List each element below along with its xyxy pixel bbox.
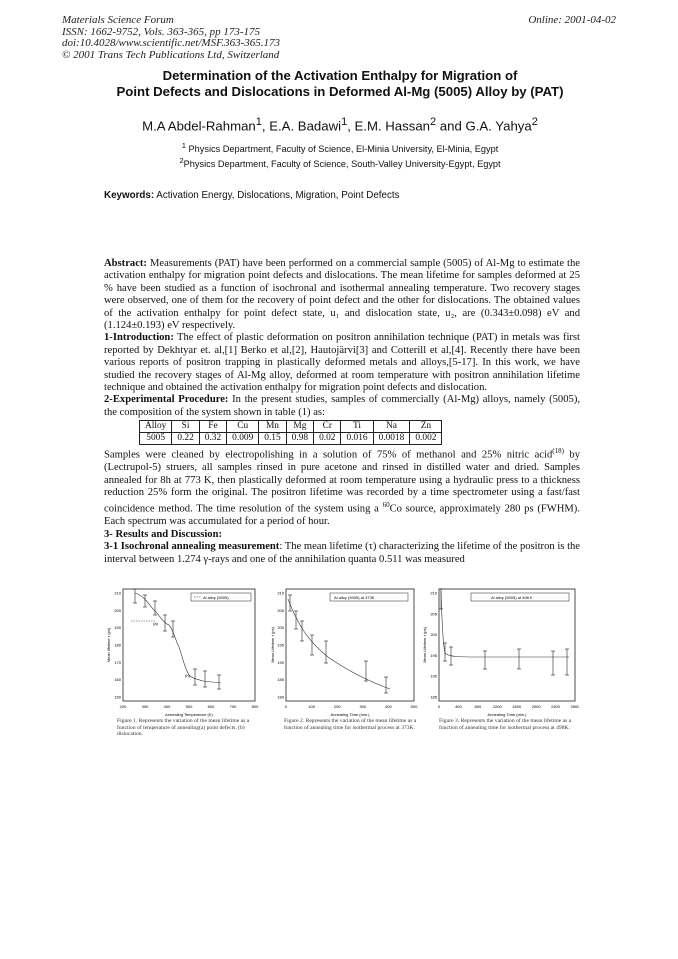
table-cell: 0.15 — [259, 433, 286, 445]
figure-2-caption: Figure 2. Represents the variation of the mean lifetime as a function of annealing time for isothermal process at 373K. — [284, 718, 417, 731]
figure-1-label-b: (b) — [185, 673, 190, 678]
paper-title — [60, 68, 620, 100]
y-tick-label: 210 — [430, 590, 437, 596]
affiliation-2-text: Physics Department, Faculty of Science, South-Valley University-Egypt, Egypt — [183, 159, 501, 170]
x-tick-label: 700 — [229, 704, 237, 709]
figure-1 — [103, 585, 263, 738]
intro-text: The effect of plastic deformation on positron annihilation technique (PAT) in metals was first reported by Dekhtyar et. al,[1] Berko et al,[2], Hautojärvi[3] and Cotterill et al,[4]. Recently there have been various reports of positron trapping in plastically deformed metals and alloys,[5-17]. In this work, we have studied the recovery stages of Al-Mg alloy, deformed at room temperature with positron annihilation lifetime technique and obtained the activation enthalpy for migration point defects and dislocation. — [104, 332, 580, 394]
y-tick-label: 150 — [114, 694, 121, 700]
experimental-intro: In the present studies, samples of commercially (Al-Mg) alloys, namely (5005), the composition of the system shown in table (1) as: — [104, 394, 580, 418]
y-tick-label: 205 — [277, 607, 284, 613]
table-cell: 0.002 — [410, 433, 442, 445]
y-tick-label: 180 — [277, 694, 284, 700]
table-header-cell: Cu — [227, 421, 259, 433]
x-tick-label: 400 — [455, 704, 462, 709]
figure-1-label-a: (a) — [153, 621, 158, 626]
x-tick-label: 500 — [410, 704, 418, 709]
y-tick-label: 190 — [277, 659, 284, 665]
table-cell: 0.22 — [172, 433, 199, 445]
keywords-label: Keywords: — [104, 190, 155, 201]
x-tick-label: 1600 — [512, 704, 522, 709]
y-tick-label: 170 — [114, 659, 121, 665]
x-tick-label: 300 — [141, 704, 149, 709]
table-header-cell: Cr — [314, 421, 341, 433]
keywords — [104, 190, 400, 201]
figure-2-xlabel: Annealing Time (min.) — [330, 712, 370, 717]
exp-text-a: Samples were cleaned by electropolishing in a solution of 75% of methanol and 25% nitric acid — [104, 449, 553, 461]
journal-name: Materials Science Forum — [62, 14, 174, 26]
x-tick-label: 0 — [284, 704, 288, 709]
author-2: E.A. Badawi — [269, 118, 342, 134]
keywords-text: Activation Energy, Dislocations, Migration, Point Defects — [156, 190, 400, 201]
x-tick-label: 2000 — [531, 704, 541, 709]
affiliation-2 — [60, 156, 620, 169]
intro-label: 1-Introduction: — [104, 332, 174, 344]
table-header-cell: Na — [373, 421, 410, 433]
x-tick-label: 300 — [359, 704, 367, 709]
author-3-sup: 2 — [430, 116, 437, 128]
results-label: 3- Results and Discussion: — [104, 528, 223, 540]
composition-table — [139, 420, 442, 445]
table-cell: 0.016 — [341, 433, 373, 445]
x-tick-label: 800 — [251, 704, 259, 709]
figure-2 — [268, 585, 418, 731]
x-tick-label: 200 — [119, 704, 127, 709]
y-tick-label: 195 — [277, 642, 284, 648]
x-tick-label: 800 — [474, 704, 482, 709]
table-header-cell: Fe — [199, 421, 226, 433]
figure-1-xlabel: Annealing Temperature (K) — [165, 712, 213, 717]
x-tick-label: 400 — [163, 704, 171, 709]
table-row — [140, 433, 442, 445]
table-cell: 0.009 — [227, 433, 259, 445]
x-tick-label: 2400 — [551, 704, 561, 709]
figure-1-plot — [103, 585, 263, 725]
table-header-row — [140, 421, 442, 433]
author-1: M.A Abdel-Rahman — [142, 118, 256, 134]
y-tick-label: 210 — [277, 590, 284, 596]
figure-2-plot — [268, 585, 418, 725]
table-cell: 0.32 — [199, 433, 226, 445]
results-heading — [104, 529, 580, 541]
title-line-2: Point Defects and Dislocations in Deformed Al-Mg (5005) Alloy by (PAT) — [116, 84, 564, 99]
issn-line: ISSN: 1662-9752, Vols. 363-365, pp 173-175 — [62, 25, 260, 38]
table-header-cell: Mn — [259, 421, 286, 433]
x-tick-label: 500 — [185, 704, 193, 709]
exp-text-c: Co source, approximately 280 ps (FWHM). Each spectrum was accumulated for a period of hour. — [104, 503, 580, 528]
table-cell: 5005 — [140, 433, 172, 445]
y-tick-label: 185 — [277, 677, 284, 683]
table-cell: 0.0018 — [373, 433, 410, 445]
abstract-label: Abstract: — [104, 258, 147, 269]
exp-ref: (18) — [552, 447, 564, 456]
figures-row — [103, 585, 583, 738]
affiliation-1 — [60, 141, 620, 154]
y-tick-label: 195 — [430, 652, 437, 658]
y-tick-label: 200 — [114, 607, 121, 613]
body-text — [104, 258, 580, 566]
author-4-sup: 2 — [531, 116, 538, 128]
abstract-text: Measurements (PAT) have been performed on a commercial sample (5005) of Al-Mg to estimate the activation enthalpy for migration point defects and dislocations. The mean lifetime for samples deformed at 25 % have been studied as a function of isochronal and isothermal annealing temperature. Two recovery stages were observed, one of them for the recovery of point defect and the other for dislocations. The obtained values of the activation enthalpy for point defect state, u₁ and dislocation state, u₂, are (0.343±0.098) eV and (1.124±0.193) eV respectively. — [104, 258, 580, 332]
x-tick-label: 200 — [333, 704, 341, 709]
figure-3-xlabel: Annealing Time (min.) — [487, 712, 527, 717]
y-tick-label: 190 — [114, 625, 121, 631]
x-tick-label: 0 — [437, 704, 441, 709]
table-header-cell: Mg — [286, 421, 313, 433]
isochronal-paragraph — [104, 541, 580, 566]
figure-3-legend: Al alloy (5005) at 498 K — [491, 595, 533, 600]
affiliation-2-sup: 2 — [179, 156, 184, 165]
figure-1-ylabel: Mean lifetime τ (ps) — [106, 627, 111, 663]
author-4: G.A. Yahya — [465, 118, 532, 134]
y-tick-label: 180 — [114, 642, 121, 648]
journal-header — [62, 15, 280, 61]
y-tick-label: 210 — [114, 590, 121, 596]
isochronal-text: : The mean lifetime (τ) characterizing the lifetime of the positron is the interval between 1.274 γ-rays and one of the annihilation quanta 0.511 was measured — [104, 541, 581, 565]
doi-line: doi:10.4028/www.scientific.net/MSF.363-365.173 — [62, 37, 281, 49]
x-tick-label: 2800 — [570, 704, 579, 709]
experimental-details — [104, 445, 580, 529]
author-1-sup: 1 — [255, 116, 262, 128]
figure-1-caption: Figure 1. Represents the variation of the mean lifetime as a function of temperature of annealing(a) point defects, (b) dislocation. — [117, 718, 250, 738]
figure-2-legend: Al alloy (5005) at 373K — [334, 595, 375, 600]
abstract-paragraph — [104, 258, 580, 332]
experimental-label: 2-Experimental Procedure: — [104, 394, 229, 406]
table-header-cell: Ti — [341, 421, 373, 433]
x-tick-label: 1200 — [492, 704, 502, 709]
figure-3 — [419, 585, 579, 731]
figure-3-caption: Figure 3. Represents the variation of the mean lifetime as a function of annealing time for isothermal process at 498K. — [439, 718, 572, 731]
table-cell: 0.98 — [286, 433, 313, 445]
x-tick-label: 400 — [385, 704, 392, 709]
table-cell: 0.02 — [314, 433, 341, 445]
author-3: E.M. Hassan — [354, 118, 431, 134]
author-2-sup: 1 — [341, 116, 348, 128]
y-tick-label: 200 — [430, 632, 437, 638]
copyright-line: © 2001 Trans Tech Publications Ltd, Switzerland — [62, 48, 280, 61]
x-tick-label: 100 — [308, 704, 315, 709]
figure-3-plot — [419, 585, 579, 725]
y-tick-label: 160 — [114, 677, 121, 683]
table-header-cell: Alloy — [140, 421, 172, 433]
table-header-cell: Si — [172, 421, 199, 433]
figure-3-ylabel: Mean Lifetime τ (ps) — [422, 627, 427, 663]
y-tick-label: 200 — [277, 625, 284, 631]
x-tick-label: 600 — [207, 704, 215, 709]
isotope-mass: 60 — [382, 501, 390, 510]
isochronal-label: 3-1 Isochronal annealing measurement — [104, 541, 280, 553]
affiliation-1-sup: 1 — [181, 141, 186, 150]
online-date: Online: 2001-04-02 — [528, 14, 616, 26]
experimental-paragraph — [104, 394, 580, 419]
y-tick-label: 205 — [430, 611, 437, 617]
figure-1-legend: Al alloy (5005) — [203, 595, 229, 600]
affiliation-1-text: Physics Department, Faculty of Science, El-Minia University, El-Minia, Egypt — [188, 144, 499, 155]
figure-2-ylabel: Mean Lifetime τ (ps) — [270, 627, 275, 663]
exp-text-b: by (Lectrupol-5) struers, all samples rinsed in pure acetone and rinsed in distilled water and dried. Samples annealed for 8h at 773 K, then plastically deformed at room temperature using a hydraulic press to a thickness reduction 25% form the original. The positron lifetime was recorded by a time spectrometer using a fast/fast coincidence method. The time resolution of the system using a — [104, 449, 581, 515]
y-tick-label: 190 — [430, 673, 437, 679]
author-list: M.A Abdel-Rahman$^1$, E.A. Badawi$^1$, E.M. Hassan$^2$ and G.A. Yahya$^2$ — [142, 116, 538, 134]
y-tick-label: 185 — [430, 694, 437, 700]
table-header-cell: Zn — [410, 421, 442, 433]
title-line-1: Determination of the Activation Enthalpy for Migration of — [162, 68, 518, 83]
intro-paragraph — [104, 332, 580, 394]
